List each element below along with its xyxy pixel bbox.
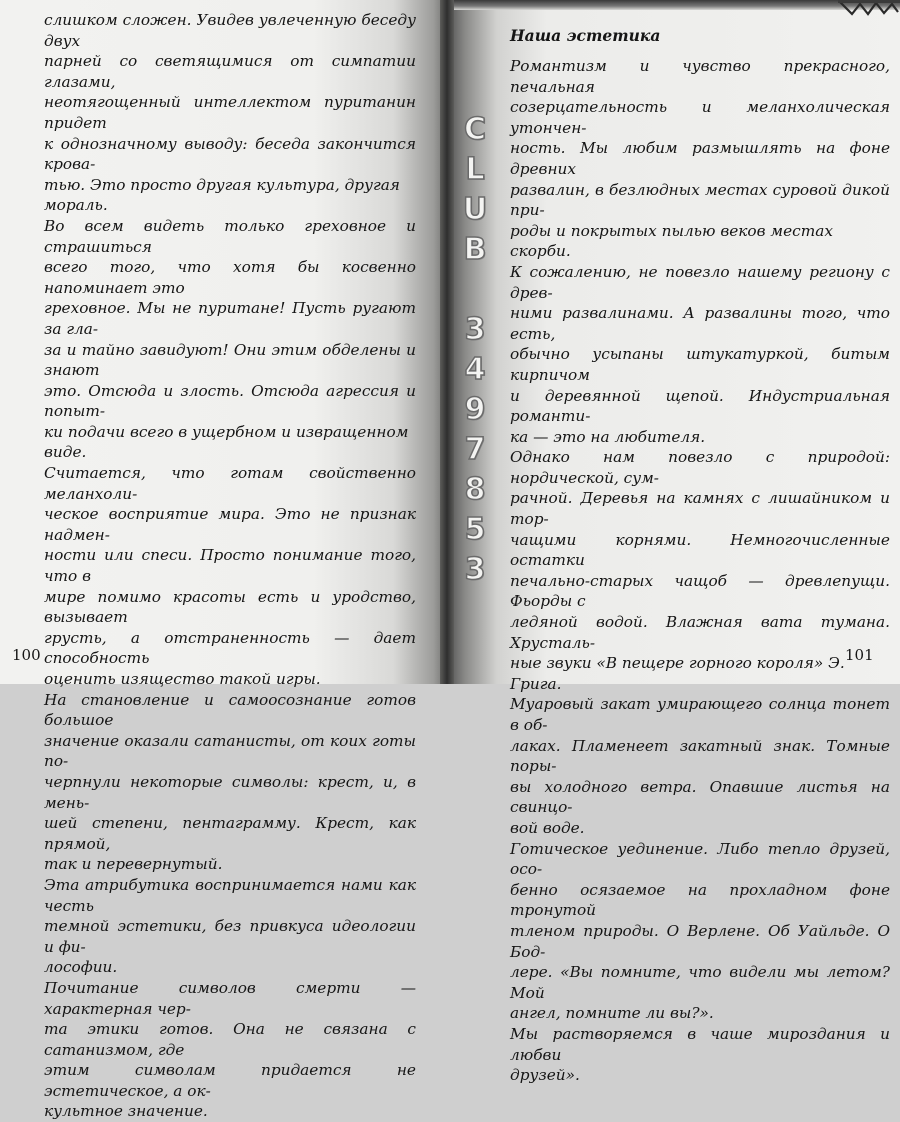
text-line: ности или спеси. Просто понимание того, что в xyxy=(44,546,416,586)
watermark-char: U xyxy=(462,192,488,227)
text-line: Романтизм и чувство прекрасного, печальная xyxy=(510,57,890,96)
page-header-band xyxy=(447,0,900,10)
text-line: оценить изящество такой игры. xyxy=(44,670,321,688)
section-title: Наша эстетика xyxy=(510,26,661,45)
text-line: Готическое уединение. Либо тепло друзей, осо- xyxy=(510,839,890,879)
text-line: ними развалинами. А развалины того, что есть, xyxy=(510,304,890,343)
watermark-char xyxy=(460,270,490,310)
text-line: это. Отсюда и злость. Отсюда агрессия и попыт- xyxy=(44,381,416,421)
watermark-char: C xyxy=(463,112,487,147)
text-line: за и тайно завидуют! Они этим обделены и знают xyxy=(44,340,416,380)
text-line: всего того, что хотя бы косвенно напоминает это xyxy=(44,258,416,297)
book-gutter xyxy=(440,0,454,684)
text-line: Муаровый закат умирающего солнца тонет в об- xyxy=(510,695,890,734)
text-line: значение оказали сатанисты, от коих готы по- xyxy=(44,731,416,771)
watermark-char: 3 xyxy=(464,312,486,347)
text-line: обычно усыпаны штукатуркой, битым кирпичом xyxy=(510,345,890,384)
text-line: ные звуки «В пещере горного короля» Э. Грига. xyxy=(510,654,845,693)
text-line: вой воде. xyxy=(510,818,585,837)
text-line: темной эстетики, без привкуса идеологии и фи- xyxy=(44,917,416,956)
text-line: черпнули некоторые символы: крест, и, в мень- xyxy=(44,772,416,812)
text-line: шей степени, пентаграмму. Крест, как прямой, xyxy=(44,814,416,853)
text-line: лаках. Пламенеет закатный знак. Томные поры- xyxy=(510,736,890,776)
watermark-char: 8 xyxy=(464,472,486,507)
text-line: мире помимо красоты есть и уродство, вызывает xyxy=(44,587,416,627)
text-line: друзей». xyxy=(510,1066,580,1085)
text-line: та этики готов. Она не связана с сатанизмом, где xyxy=(44,1020,416,1059)
text-line: Эта атрибутика воспринимается нами как честь xyxy=(44,875,416,915)
text-line: рачной. Деревья на камнях с лишайником и тор- xyxy=(510,489,890,529)
text-line: вы холодного ветра. Опавшие листья на свинцо- xyxy=(510,777,890,817)
text-line: грусть, а отстраненность — дает способность xyxy=(44,628,416,668)
text-line: созерцательность и меланхолическая утончен- xyxy=(510,98,890,137)
text-line: тленом природы. О Верлене. Об Уайльде. О Бод- xyxy=(510,921,890,961)
watermark-char: L xyxy=(465,152,485,187)
text-line: лере. «Вы помните, что видели мы летом? Мой xyxy=(510,963,890,1002)
header-ornament-icon xyxy=(838,0,900,16)
text-line: ческое восприятие мира. Это не признак надмен- xyxy=(44,505,416,544)
watermark-char: 4 xyxy=(464,352,486,387)
text-line: ледяной водой. Влажная вата тумана. Хрусталь- xyxy=(510,613,890,652)
text-line: ки подачи всего в ущербном и извращенном виде. xyxy=(44,422,409,462)
watermark-char: B xyxy=(463,232,487,267)
text-line: и деревянной щепой. Индустриальная романти- xyxy=(510,386,890,426)
text-line: слишком сложен. Увидев увлеченную беседу двух xyxy=(44,11,416,50)
left-page xyxy=(0,0,447,1121)
text-line: ность. Мы любим размышлять на фоне древних xyxy=(510,139,890,178)
text-line: культное значение. xyxy=(44,1102,208,1121)
text-line: Почитание символов смерти — характерная чер- xyxy=(44,978,416,1018)
text-line: Во всем видеть только греховное и страшиться xyxy=(44,216,416,256)
text-line: На становление и самоосознание готов большое xyxy=(44,690,416,730)
text-line: Однако нам повезло с природой: нордической, сум- xyxy=(510,448,890,487)
right-page xyxy=(447,0,900,1085)
text-line: греховное. Мы не пуритане! Пусть ругают за гла- xyxy=(44,299,416,338)
text-line: так и перевернутый. xyxy=(44,855,223,874)
text-line: развалин, в безлюдных местах суровой дикой при- xyxy=(510,180,890,220)
text-line: бенно осязаемое на прохладном фоне тронутой xyxy=(510,880,890,920)
club-watermark xyxy=(455,110,495,590)
text-line: к однозначному выводу: беседа закончится крова- xyxy=(44,134,416,174)
text-line: печально-старых чащоб — древлепущи. Фьорды с xyxy=(510,571,890,611)
text-line: К сожалению, не повезло нашему региону с древ- xyxy=(510,262,890,302)
text-line: Мы растворяемся в чаше мироздания и любви xyxy=(510,1024,890,1064)
text-line: лософии. xyxy=(44,958,118,977)
right-page-number: 101 xyxy=(845,646,874,664)
text-line: чащими корнями. Немногочисленные остатки xyxy=(510,530,890,570)
watermark-char: 5 xyxy=(464,512,486,547)
text-line: неотягощенный интеллектом пуританин придет xyxy=(44,93,416,132)
left-page-text xyxy=(44,10,416,1122)
watermark-char: 9 xyxy=(464,392,486,427)
text-line: роды и покрытых пылью веков местах скорби. xyxy=(510,221,833,261)
text-line: парней со светящимися от симпатии глазами, xyxy=(44,52,416,91)
right-page-text xyxy=(510,56,890,1086)
watermark-char: 3 xyxy=(464,552,486,587)
left-page-number: 100 xyxy=(12,646,41,664)
text-line: Считается, что готам свойственно меланхоли- xyxy=(44,464,416,503)
watermark-char: 7 xyxy=(464,432,486,467)
text-line: ка — это на любителя. xyxy=(510,427,706,446)
text-line: этим символам придается не эстетическое, а ок- xyxy=(44,1061,416,1100)
text-line: ангел, помните ли вы?». xyxy=(510,1004,714,1023)
text-line: тью. Это просто другая культура, другая мораль. xyxy=(44,175,400,215)
